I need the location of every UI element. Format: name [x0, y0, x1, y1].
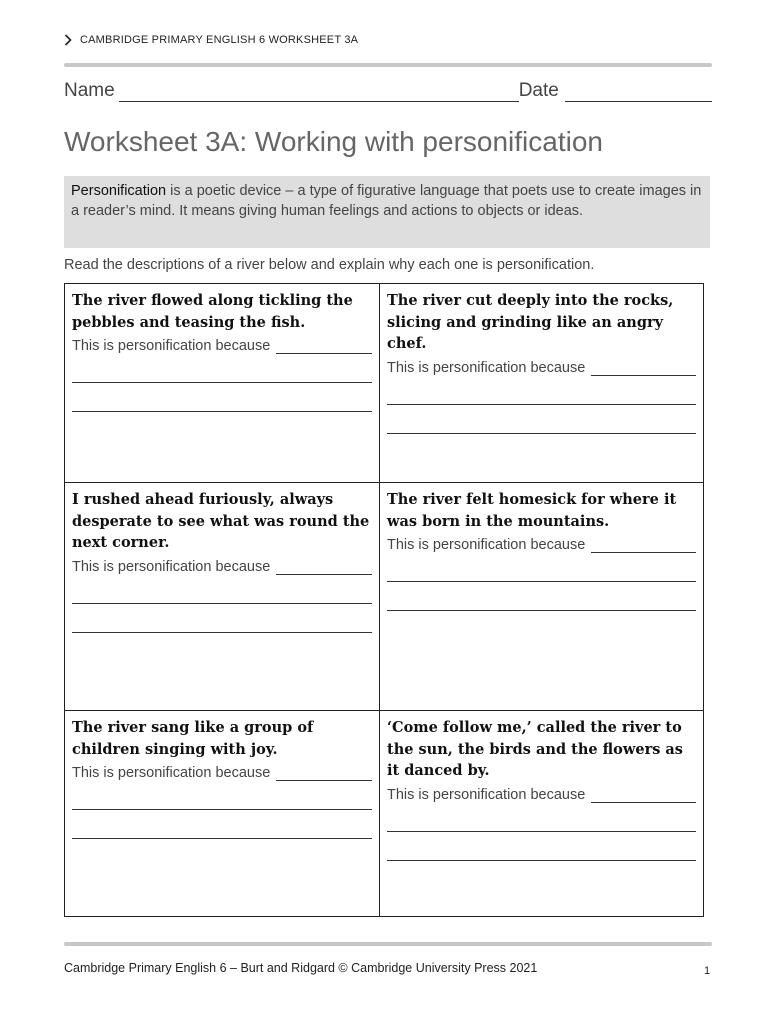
answer-blank[interactable]	[276, 560, 372, 575]
answer-line[interactable]	[387, 376, 696, 405]
exercise-cell	[380, 483, 703, 711]
name-date-row	[64, 80, 712, 102]
definition-box	[64, 176, 710, 248]
exercise-cell	[65, 483, 380, 711]
header	[64, 34, 358, 46]
date-field[interactable]	[565, 81, 712, 102]
answer-line[interactable]	[387, 832, 696, 861]
answer-line[interactable]	[72, 354, 372, 383]
prompt-label: This is personification because	[72, 558, 271, 575]
prompt-label: This is personification because	[387, 786, 586, 803]
page-number: 1	[704, 965, 711, 977]
bottom-divider	[64, 942, 712, 946]
river-description: ‘Come follow me,’ called the river to the sun, the birds and the flowers as it danced by.	[387, 719, 683, 779]
river-description: The river sang like a group of children singing with joy.	[72, 719, 314, 758]
answer-line[interactable]	[72, 383, 372, 412]
answer-blank[interactable]	[276, 766, 372, 781]
answer-blank[interactable]	[276, 339, 372, 354]
exercise-cell	[380, 711, 703, 916]
exercise-cell	[380, 284, 703, 483]
answer-blank[interactable]	[591, 788, 696, 803]
answer-line[interactable]	[72, 781, 372, 810]
footer-credit: Cambridge Primary English 6 – Burt and Ridgard © Cambridge University Press 2021	[64, 961, 538, 975]
exercise-cell	[65, 284, 380, 483]
prompt-label: This is personification because	[72, 765, 271, 781]
answer-line[interactable]	[72, 810, 372, 839]
page-title: Worksheet 3A: Working with personification	[64, 126, 603, 157]
answer-blank[interactable]	[591, 361, 696, 376]
top-divider	[64, 63, 712, 67]
answer-line[interactable]	[72, 575, 372, 604]
answer-blank[interactable]	[591, 538, 696, 553]
prompt-label: This is personification because	[72, 338, 271, 354]
river-description: The river cut deeply into the rocks, slicing and grinding like an angry chef.	[387, 292, 674, 352]
answer-line[interactable]	[387, 405, 696, 434]
exercise-cell	[65, 711, 380, 916]
instruction-text: Read the descriptions of a river below and explain why each one is personification.	[64, 257, 595, 273]
definition-term: Personification	[71, 183, 167, 199]
answer-line[interactable]	[72, 604, 372, 633]
date-label: Date	[518, 80, 559, 101]
river-description: The river flowed along tickling the pebbles and teasing the fish.	[72, 292, 353, 331]
prompt-label: This is personification because	[387, 359, 586, 376]
answer-line[interactable]	[387, 803, 696, 832]
river-description: The river felt homesick for where it was born in the mountains.	[387, 491, 677, 530]
name-label: Name	[64, 80, 115, 101]
prompt-label: This is personification because	[387, 537, 586, 553]
series-label: CAMBRIDGE PRIMARY ENGLISH 6 WORKSHEET 3A	[80, 34, 359, 46]
chevron-right-icon	[64, 34, 72, 46]
exercise-grid	[64, 283, 704, 917]
name-field[interactable]	[119, 81, 519, 102]
river-description: I rushed ahead furiously, always desperate to see what was round the next corner.	[72, 491, 370, 551]
answer-line[interactable]	[387, 582, 696, 611]
answer-line[interactable]	[387, 553, 696, 582]
definition-text: is a poetic device – a type of figurative language that poets use to create images in a reader’s mind. It means giving human feelings and actions to objects or ideas.	[71, 183, 702, 219]
